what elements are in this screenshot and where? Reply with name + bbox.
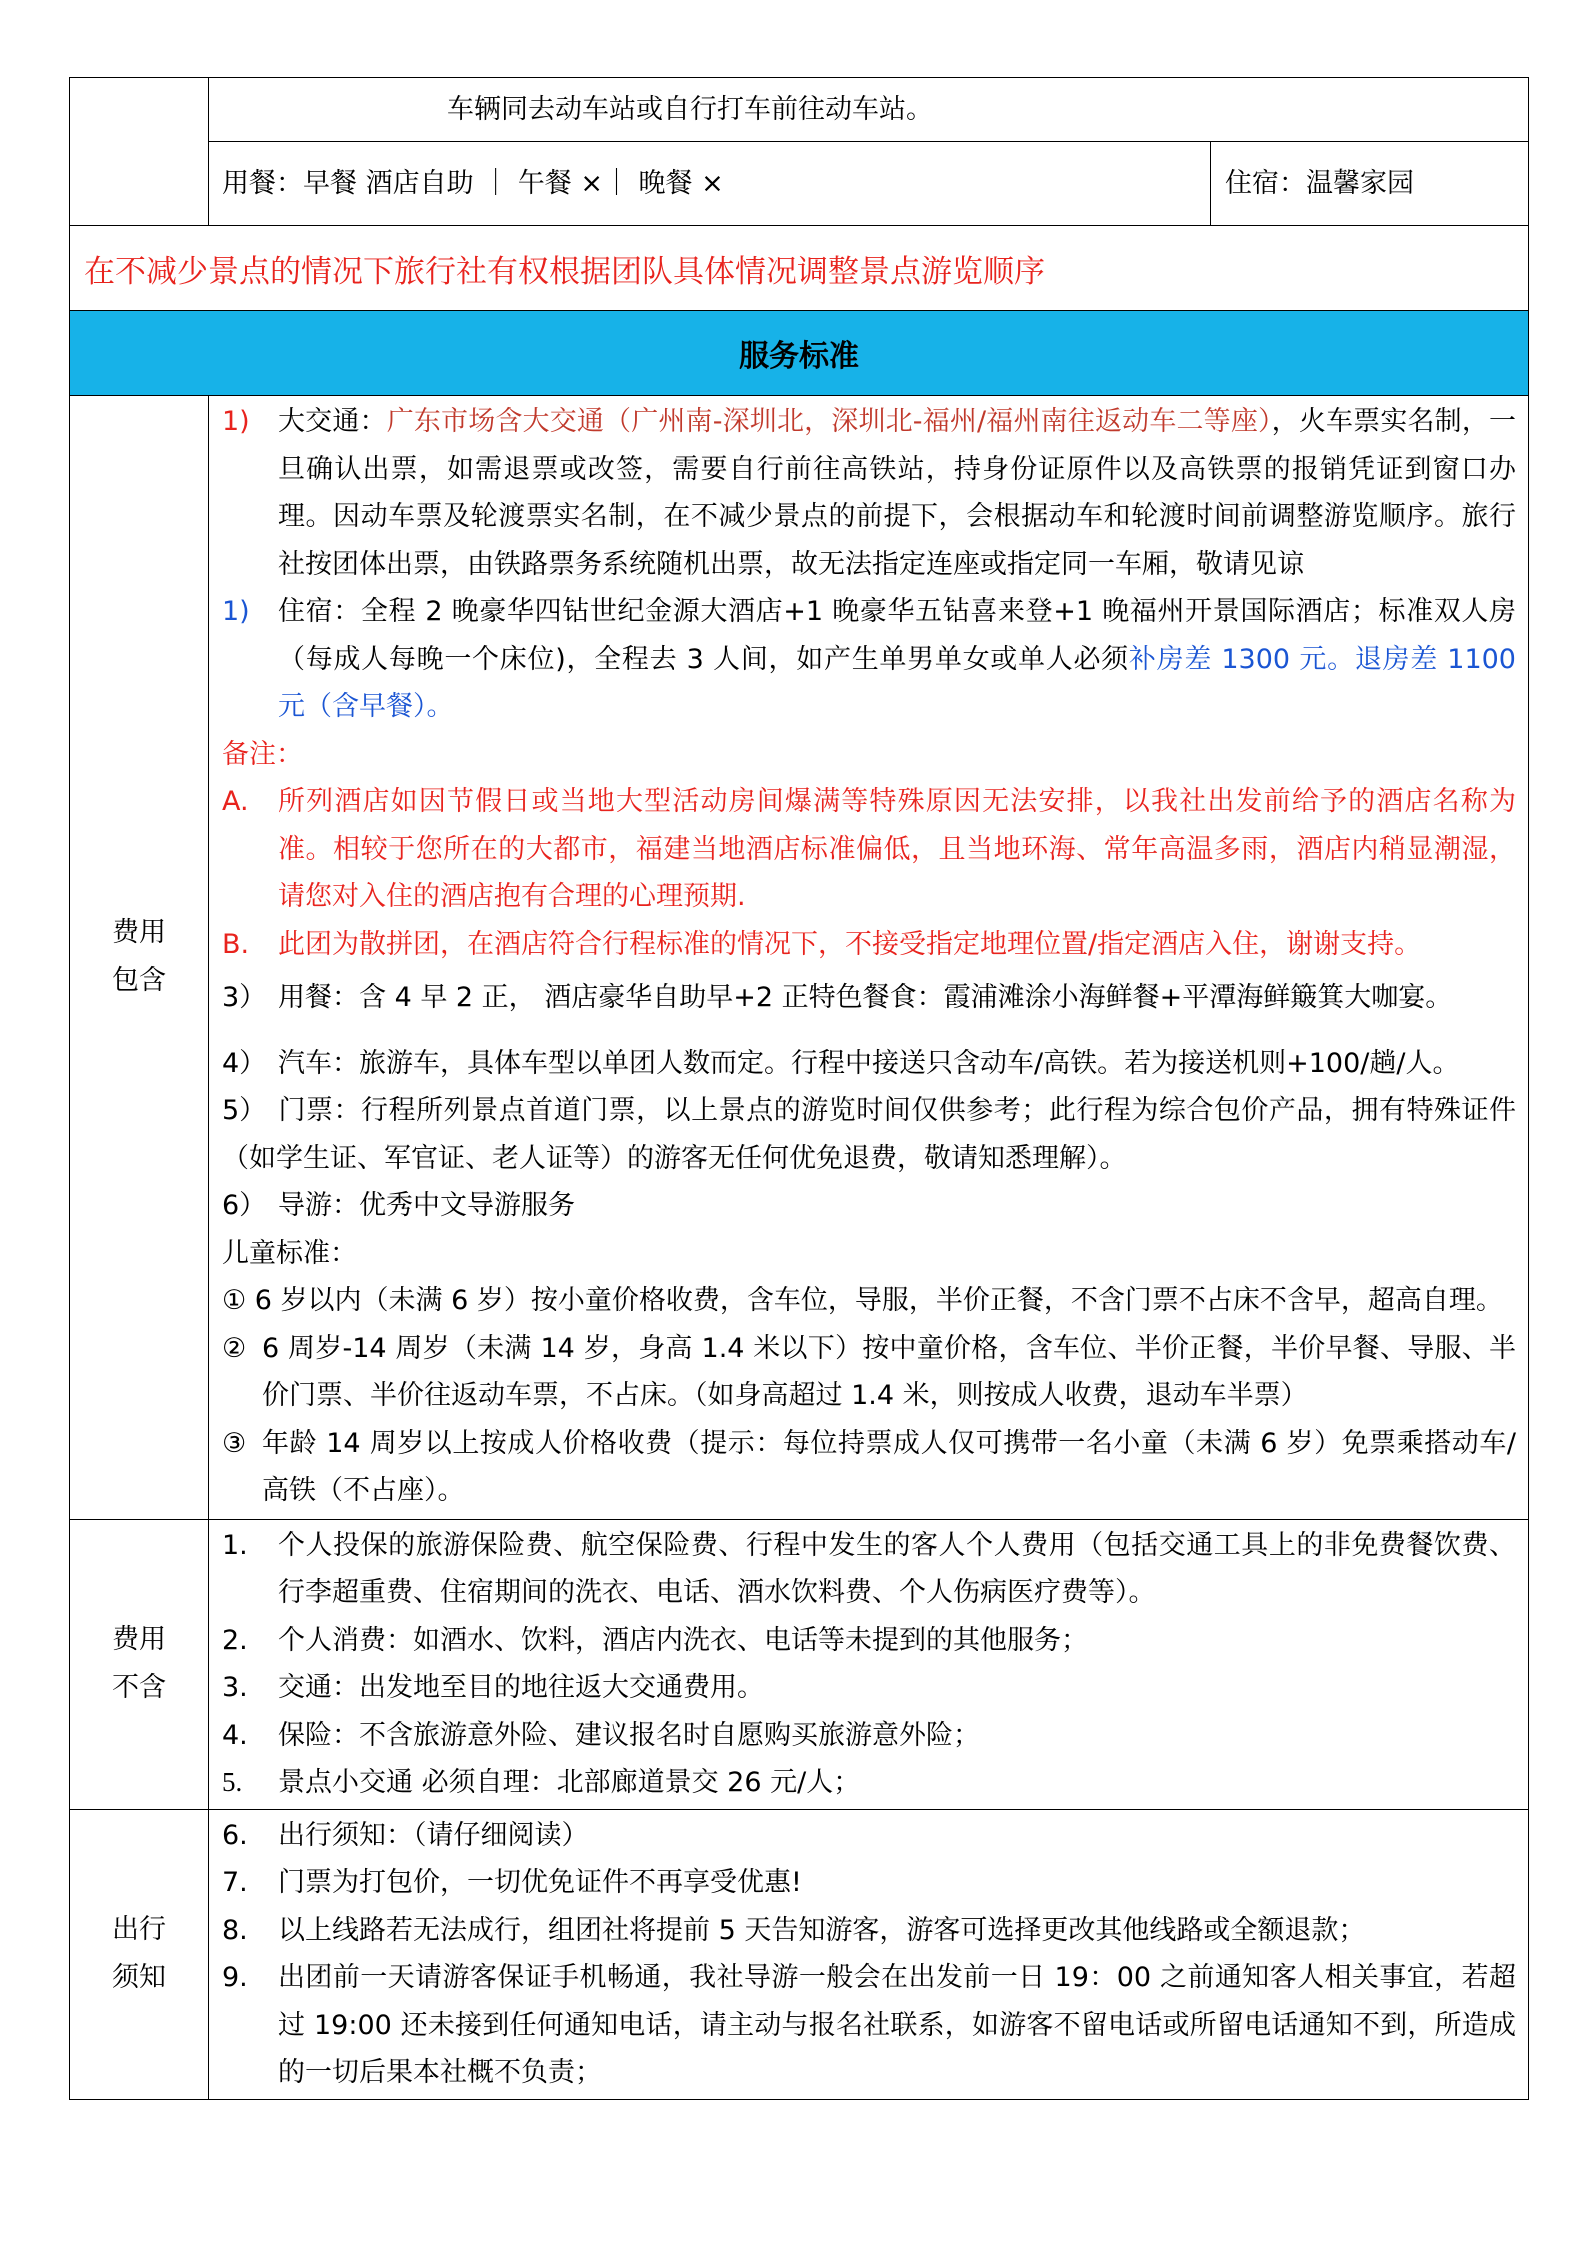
meal-stay-row — [209, 141, 1528, 225]
continuation-text: 车辆同去动车站或自行打车前往动车站。 — [447, 93, 933, 125]
excluded-item: 2. 个人消费：如酒水、饮料，酒店内洗衣、电话等未提到的其他服务； — [222, 1624, 1088, 1656]
guide-item: 6） 导游：优秀中文导游服务 — [222, 1190, 575, 1221]
included-content — [209, 396, 1528, 1519]
service-standard-header: 服务标准 — [70, 311, 1528, 395]
travel-notes-label: 出行 须知 — [70, 1810, 209, 2099]
car-item: 4） 汽车：旅游车，具体车型以单团人数而定。行程中接送只含动车/高铁。若为接送机则+100/趟/人。 — [222, 1047, 1460, 1079]
day-detail-row — [70, 78, 1528, 225]
note-item: 8. 以上线路若无法成行，组团社将提前 5 天告知游客，游客可选择更改其他线路或全额退款； — [222, 1914, 1366, 1946]
included-row — [70, 395, 1528, 1519]
excluded-label: 费用 不含 — [70, 1520, 209, 1809]
meal-item: 3） 用餐：含 4 早 2 正， 酒店豪华自助早+2 正特色餐食：霞浦滩涂小海鲜餐+平潭海鲜簸箕大咖宴。 — [222, 982, 1453, 1013]
note-item: 7. 门票为打包价，一切优免证件不再享受优惠! — [222, 1867, 802, 1898]
excluded-item: 4. 保险：不含旅游意外险、建议报名时自愿购买旅游意外险； — [222, 1719, 980, 1751]
service-header-row — [70, 310, 1528, 395]
notice-row — [70, 225, 1528, 310]
ticket-item: 5） 门票：行程所列景点首道门票，以上景点的游览时间仅供参考；此行程为综合包价产品，拥有特殊证件（如学生证、军官证、老人证等）的游客无任何优免退费，敬请知悉理解）。 — [222, 1095, 1516, 1174]
note-item: 6. 出行须知：（请仔细阅读） — [222, 1819, 589, 1851]
hotel-item: 1) 住宿：全程 2 晚豪华四钻世纪金源大酒店+1 晚豪华五钻喜来登+1 晚福州开景国际酒店；标准双人房（每成人每晚一个床位)，全程去 3 人间，如产生单男单女或单人必须补房差 1300 元。退房差 1100 元（含早餐）。 — [222, 596, 1516, 722]
remark-label: 备注： — [222, 738, 303, 770]
transport-item: 1) 大交通：广东市场含大交通（广州南-深圳北，深圳北-福州/福州南往返动车二等座），火车票实名制，一旦确认出票，如需退票或改签，需要自行前往高铁站，持身份证原件以及高铁票的报销凭证到窗口办理。因动车票及轮渡票实名制，在不减少景点的前提下，会根据动车和轮渡时间前调整游览顺序。旅行社按团体出票，由铁路票务系统随机出票，故无法指定连座或指定同一车厢，敬请见谅 — [222, 406, 1517, 580]
included-label: 费用 包含 — [70, 396, 209, 1519]
child-rule-1: ① 6 岁以内（未满 6 岁）按小童价格收费，含车位，导服，半价正餐，不含门票不占床不含早，超高自理。 — [222, 1285, 1503, 1316]
order-adjust-notice: 在不减少景点的情况下旅行社有权根据团队具体情况调整景点游览顺序 — [84, 253, 1045, 290]
excluded-item: 5. 景点小交通 必须自理：北部廊道景交 26 元/人； — [222, 1767, 861, 1798]
day-detail-cell — [209, 78, 1528, 225]
excluded-row — [70, 1519, 1528, 1809]
stay-info: 住宿：温馨家园 — [1225, 167, 1414, 199]
child-label: 儿童标准： — [222, 1237, 357, 1269]
excluded-content — [209, 1520, 1528, 1809]
excluded-item: 1. 个人投保的旅游保险费、航空保险费、行程中发生的客人个人费用（包括交通工具上的非免费餐饮费、行李超重费、住宿期间的洗衣、电话、酒水饮料费、个人伤病医疗费等）。 — [222, 1529, 1516, 1608]
child-rule-3: ③ 年龄 14 周岁以上按成人价格收费（提示：每位持票成人仅可携带一名小童（未满 6 岁）免票乘搭动车/高铁（不占座）。 — [222, 1427, 1516, 1506]
meal-info: 用餐：早餐 酒店自助 ｜ 午餐 ×｜ 晚餐 × — [209, 142, 1211, 225]
day-label-cell — [70, 78, 209, 225]
travel-notes-content — [209, 1810, 1528, 2099]
remark-a: A. 所列酒店如因节假日或当地大型活动房间爆满等特殊原因无法安排，以我社出发前给予的酒店名称为准。相较于您所在的大都市，福建当地酒店标准偏低，且当地环海、常年高温多雨，酒店内稍显潮湿，请您对入住的酒店抱有合理的心理预期. — [222, 786, 1516, 912]
excluded-item: 3. 交通：出发地至目的地往返大交通费用。 — [222, 1672, 764, 1703]
child-rule-2: ② 6 周岁-14 周岁（未满 14 岁，身高 1.4 米以下）按中童价格，含车位、半价正餐，半价早餐、导服、半价门票、半价往返动车票，不占床。（如身高超过 1.4 米，则按成人收费，退动车半票） — [222, 1332, 1516, 1411]
remark-b: B. 此团为散拼团，在酒店符合行程标准的情况下，不接受指定地理位置/指定酒店入住，谢谢支持。 — [222, 928, 1422, 960]
note-item: 9. 出团前一天请游客保证手机畅通，我社导游一般会在出发前一日 19：00 之前通知客人相关事宜，若超过 19:00 还未接到任何通知电话，请主动与报名社联系，如游客不留电话或所留电话通知不到，所造成的一切后果本社概不负责； — [222, 1962, 1516, 2088]
travel-notes-row — [70, 1809, 1528, 2099]
itinerary-table — [69, 77, 1529, 2100]
